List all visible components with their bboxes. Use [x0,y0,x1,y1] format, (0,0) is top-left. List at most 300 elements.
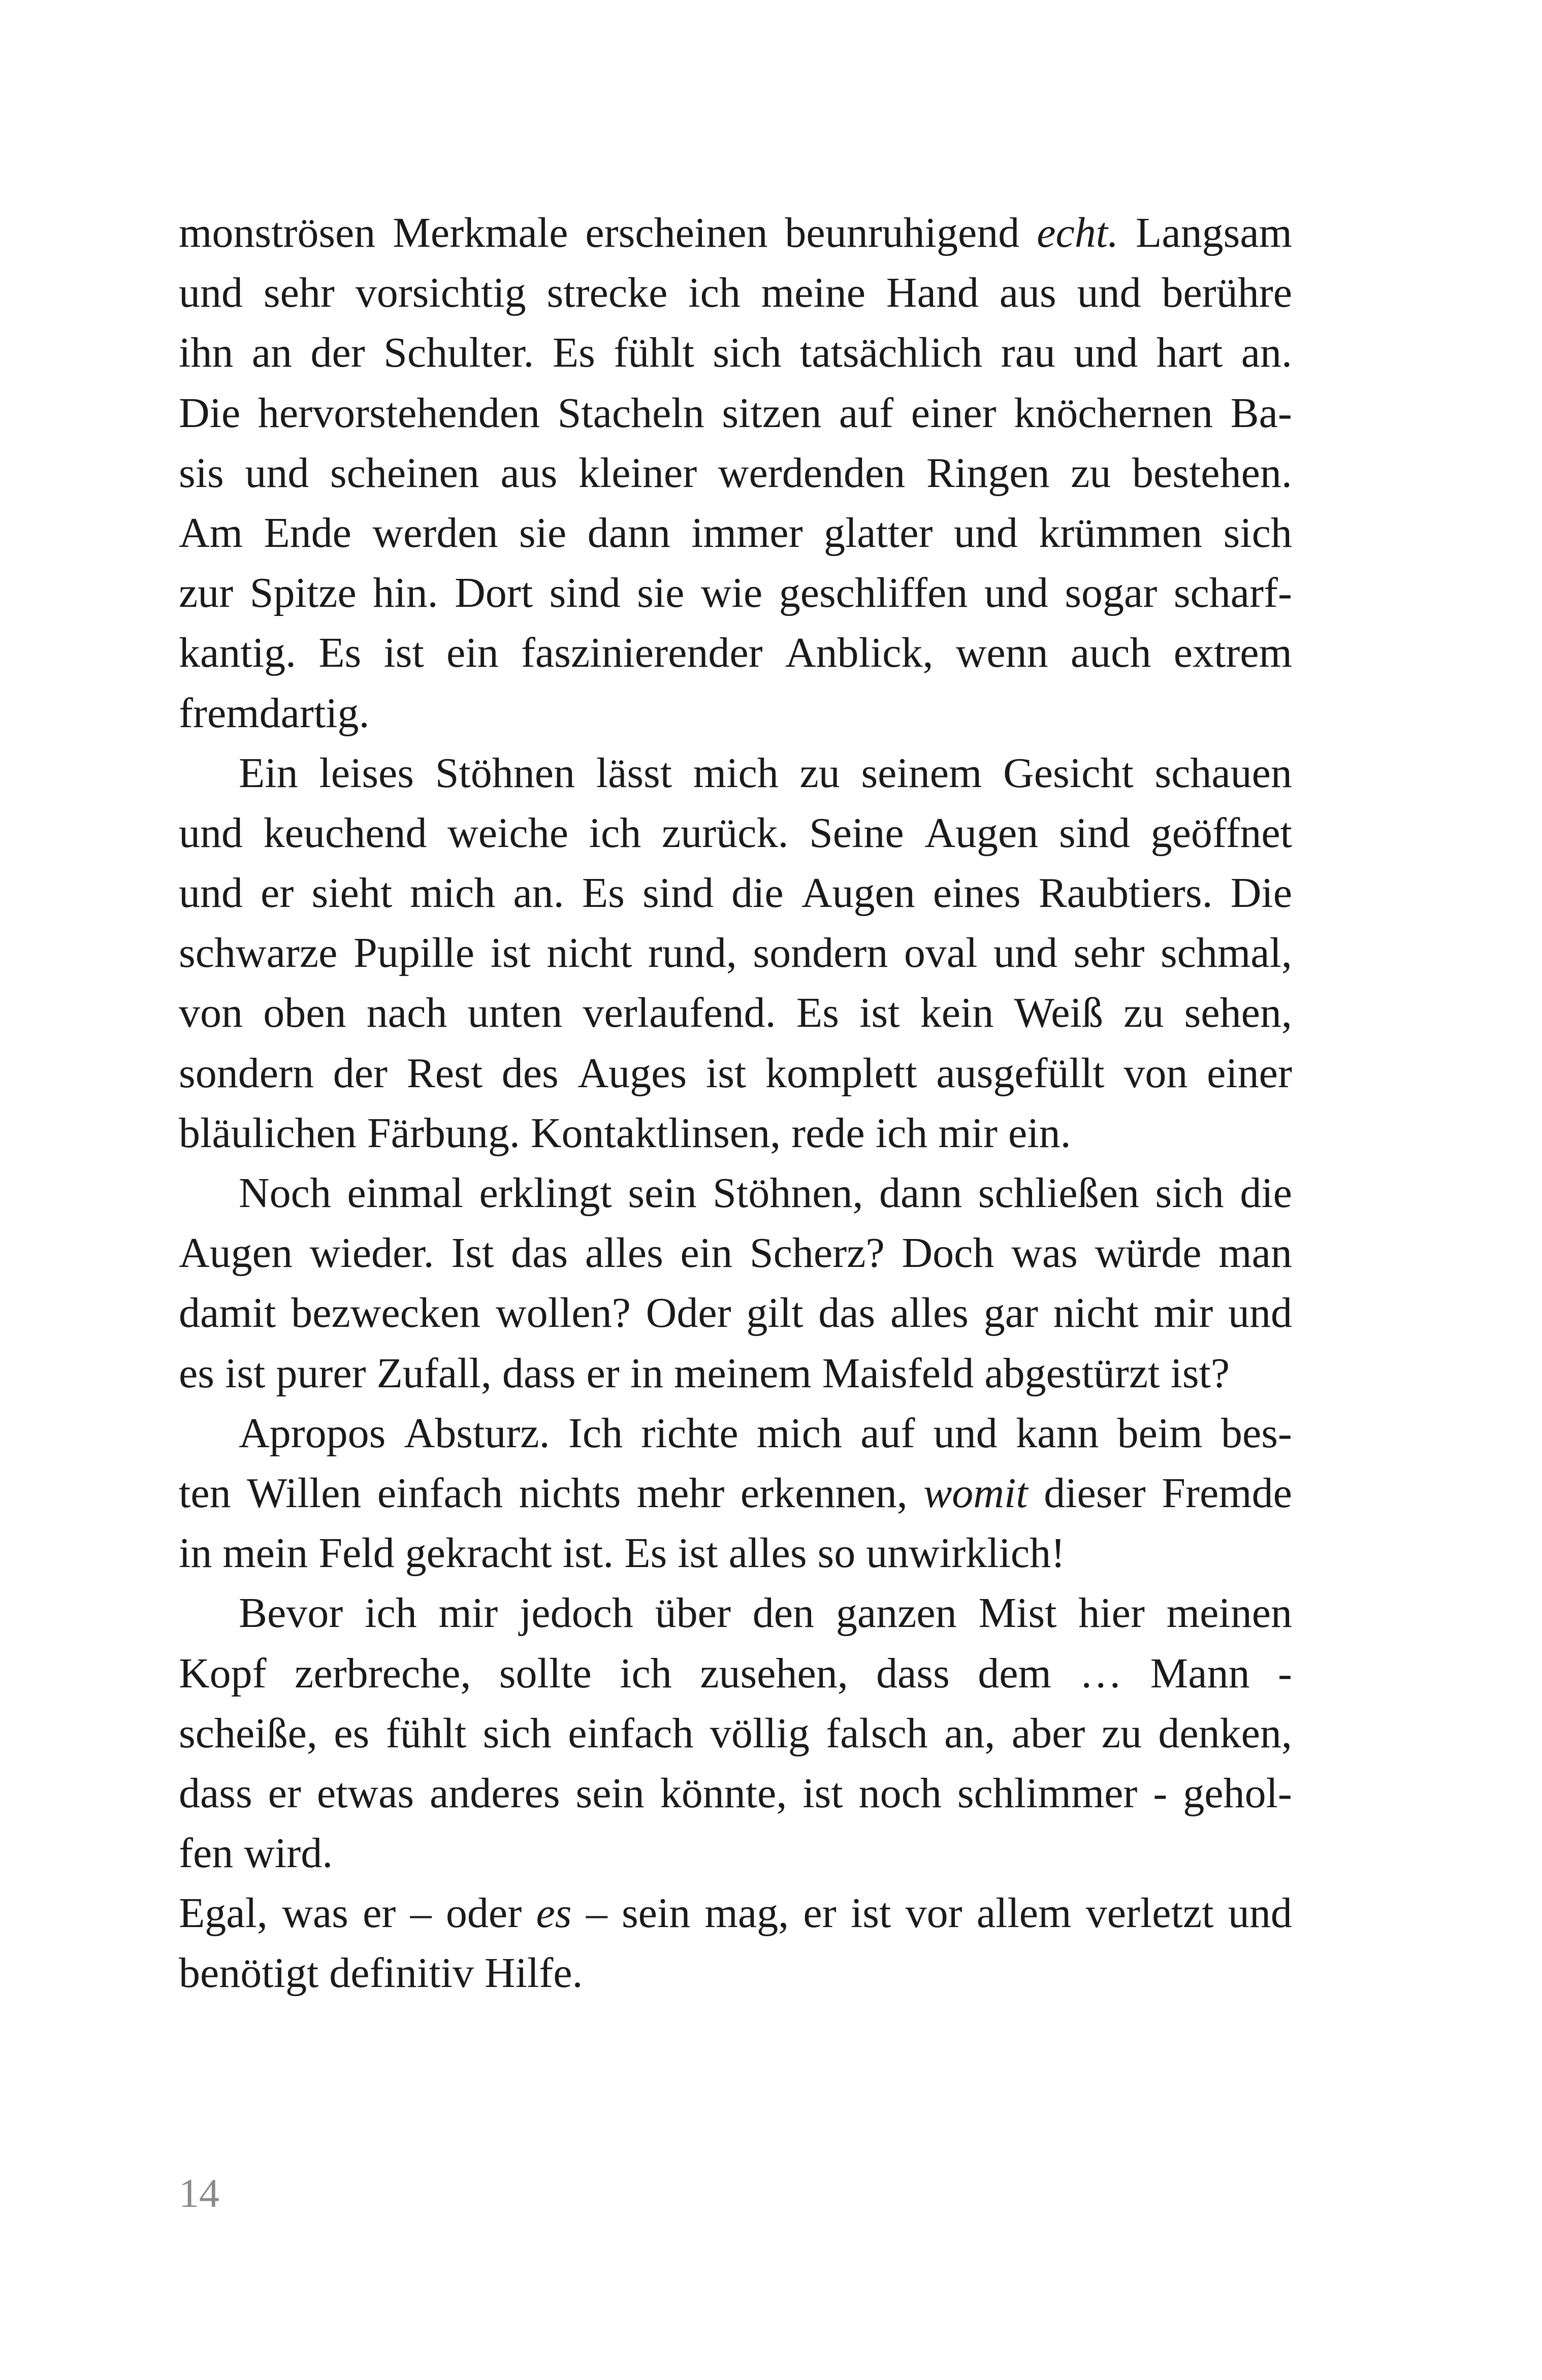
word: verletzt [1085,1889,1214,1937]
word: beunruhigend [785,209,1020,256]
word: seinem [861,749,982,797]
word: Fremde [1162,1469,1292,1517]
word: man [1218,1229,1292,1277]
word: einfach [568,1709,694,1757]
word: Ist [451,1229,494,1277]
word: ist [678,1529,718,1577]
word: Langsam [1136,209,1292,256]
word: sogar [1065,569,1158,617]
word: sich [1223,509,1292,557]
word: dass [876,1649,950,1697]
word: zu [1071,449,1111,497]
word: Stöhnen, [713,1169,863,1217]
word: definitiv [329,1949,474,1997]
word: sehen, [1184,989,1292,1037]
text-line [179,1044,1292,1103]
word: Stacheln [557,389,704,437]
word: anderes [430,1769,560,1817]
word: Ende [264,509,351,557]
word: er [363,1889,396,1937]
word: scharf- [1173,569,1292,617]
text-line [179,263,1292,323]
word: dass [179,1769,252,1817]
word: ich [589,809,641,857]
word: wie [700,569,763,617]
word: etwas [316,1769,414,1817]
word: damit [179,1289,276,1337]
word: Apropos [239,1409,386,1457]
word: würde [1095,1229,1202,1277]
word: allem [976,1889,1072,1937]
word: sondern [179,1049,314,1097]
word: ich [620,1649,672,1697]
word: knöchernen [1014,389,1213,437]
text-line [179,683,1292,743]
word: in [630,1349,664,1397]
word: was [1011,1229,1078,1277]
word: es [536,1889,572,1937]
word: Hand [886,269,979,317]
word: Maisfeld [822,1349,974,1397]
word: ich [688,269,741,317]
word: Pupille [353,929,474,977]
page-number: 14 [179,2171,219,2216]
word: die [731,869,784,917]
word: und [953,509,1018,557]
word: gekracht [405,1529,552,1577]
word: mehr [636,1469,725,1517]
word: Die [1230,869,1292,917]
word: Anblick, [785,629,934,677]
word: nicht [547,929,632,977]
word: von [179,989,243,1037]
word: nicht [1053,1289,1139,1337]
word: ten [179,1469,231,1517]
word: Mann [1150,1649,1250,1697]
word: leises [319,749,414,797]
word: dieser [1044,1469,1146,1517]
word: zu [1123,989,1164,1037]
word: meinem [674,1349,812,1397]
word: sieht [311,869,393,917]
word: Ein [239,749,298,797]
word: monströsen [179,209,376,256]
word: ganzen [836,1589,957,1637]
word: kleiner [578,449,697,497]
word: ein. [1008,1109,1071,1157]
word: immer [691,509,803,557]
word: Es [552,329,595,377]
word: Ich [568,1409,623,1457]
word: ihn [179,329,234,377]
word: wenn [955,629,1048,677]
word: schließen [978,1169,1139,1217]
word: und [933,1409,998,1457]
word: einfach [377,1469,503,1517]
word: keuchend [263,809,427,857]
word: Absturz. [404,1409,550,1457]
word: denken, [1158,1709,1292,1757]
word: in [179,1529,212,1577]
text-line [179,1823,1292,1883]
word: oben [263,989,346,1037]
text-line [179,1283,1292,1343]
word: was [282,1889,348,1937]
word: Hilfe. [484,1949,583,1997]
word: völlig [710,1709,810,1757]
text-line [179,1163,1292,1223]
text-line [179,1103,1292,1163]
word: Ba- [1230,389,1292,437]
word: Spitze [249,569,357,617]
word: und [245,449,309,497]
word: sehr [263,269,335,317]
text-line [179,1223,1292,1283]
word: aber [1011,1709,1085,1757]
word: rau [1001,329,1055,377]
word: gar [983,1289,1038,1337]
word: kann [1016,1409,1099,1457]
word: - [1153,1769,1168,1817]
word: an. [513,869,564,917]
word: wollen? [495,1289,631,1337]
word: Schulter. [383,329,534,377]
word: der [310,329,365,377]
word: gehol- [1183,1769,1292,1817]
word: sondern [753,929,888,977]
word: gilt [746,1289,804,1337]
word: Dort [455,569,533,617]
word: purer [276,1349,366,1397]
word: glatter [823,509,933,557]
word: bezwecken [291,1289,481,1337]
word: geschliffen [779,569,968,617]
word: fremdartig. [179,689,370,737]
word: noch [858,1769,942,1817]
word: tatsächlich [800,329,983,377]
word: meine [761,269,866,317]
word: Am [179,509,243,557]
word: Scherz? [749,1229,885,1277]
text-line [179,1404,1292,1463]
word: abgestürzt [984,1349,1160,1397]
word: an. [1241,329,1292,377]
word: berühre [1162,269,1292,317]
word: Augen [801,869,915,917]
word: erkennen, [740,1469,908,1517]
word: sind [1058,809,1130,857]
word: auf [860,1409,915,1457]
word: scheinen [330,449,479,497]
word: verlaufend. [583,989,776,1037]
word: der [333,1049,388,1097]
word: alles [728,1529,807,1577]
word: fühlt [614,329,694,377]
word: unten [467,989,563,1037]
word: ist [224,1349,266,1397]
text-line [179,803,1292,863]
word: aus [999,269,1056,317]
text-line [179,863,1292,923]
word: Kopf [179,1649,267,1697]
word: Es [318,629,362,677]
word: alles [585,1229,663,1277]
word: zur [179,569,234,617]
text-line [179,503,1292,563]
word: bes- [1220,1409,1292,1457]
word: dann [879,1169,962,1217]
word: und [1074,329,1138,377]
word: krümmen [1039,509,1203,557]
word: extrem [1173,629,1292,677]
word: werdenden [718,449,906,497]
word: fen [179,1830,234,1877]
text-line [179,1523,1292,1583]
word: Egal, [179,1889,268,1937]
text-line [179,1943,1292,2003]
word: – [586,1889,607,1937]
word: sitzen [722,389,822,437]
word: nach [366,989,447,1037]
word: sich [1155,1169,1224,1217]
word: sehr [1073,929,1145,977]
word: mir [438,1589,498,1637]
word: meinen [1166,1589,1292,1637]
text-line [179,563,1292,623]
word: ist [490,929,531,977]
word: zu [799,749,840,797]
word: Mist [978,1589,1057,1637]
word: kantig. [179,629,296,677]
word: ist. [562,1529,614,1577]
word: Färbung. [367,1109,520,1157]
text-line [179,623,1292,683]
word: rede [791,1109,865,1157]
word: mein [222,1529,308,1577]
word: lässt [596,749,672,797]
word: auch [1070,629,1151,677]
word: echt. [1037,209,1119,256]
word: den [752,1589,815,1637]
word: rund, [648,929,737,977]
word: benötigt [179,1949,319,1997]
word: Doch [902,1229,994,1277]
word: sich [483,1709,552,1757]
word: ist? [1170,1349,1230,1397]
word: sie [519,509,567,557]
word: komplett [765,1049,917,1097]
word: sein [575,1769,645,1817]
word: oder [445,1889,522,1937]
word: jedoch [519,1589,633,1637]
word: einer [911,389,997,437]
word: sind [549,569,621,617]
word: Seine [809,809,904,857]
word: Es [582,869,625,917]
word: einer [1207,1049,1292,1097]
word: Rest [406,1049,483,1097]
word: scheiße, [179,1709,317,1757]
text-line [179,1344,1292,1404]
word: könnte, [660,1769,787,1817]
word: sein [621,1889,691,1937]
word: und [179,809,243,857]
word: schmal, [1160,929,1292,977]
word: sein [628,1169,697,1217]
word: Es [796,989,839,1037]
word: Willen [247,1469,362,1517]
word: Es [624,1529,667,1577]
word: werden [372,509,498,557]
word: schlimmer [957,1769,1138,1817]
text-line [179,983,1292,1043]
text-line [179,1764,1292,1823]
word: an [251,329,293,377]
word: Die [179,389,241,437]
word: hart [1156,329,1223,377]
word: kein [920,989,994,1037]
word: über [655,1589,731,1637]
word: er [803,1889,837,1937]
word: Bevor [239,1589,343,1637]
word: sis [179,449,224,497]
word: erklingt [479,1169,612,1217]
word: ich [365,1589,417,1637]
word: schauen [1154,749,1292,797]
word: Zufall, [376,1349,492,1397]
word: aus [500,449,558,497]
word: – [410,1889,432,1937]
word: beim [1117,1409,1203,1457]
word: Merkmale [393,209,568,256]
word: ist [705,1049,747,1097]
word: und [1228,1289,1292,1337]
word: richte [641,1409,738,1457]
word: das [511,1229,568,1277]
word: schwarze [179,929,338,977]
text-line [179,923,1292,983]
word: geöffnet [1150,809,1292,857]
word: so [817,1529,856,1577]
word: fühlt [385,1709,467,1757]
word: und [984,569,1048,617]
word: ist [383,629,424,677]
word: bestehen. [1132,449,1292,497]
word: wird. [244,1830,333,1877]
word: zurück. [661,809,789,857]
word: Auges [577,1049,687,1097]
word: des [501,1049,559,1097]
word: an, [944,1709,995,1757]
word: strecke [547,269,668,317]
word: ausgefüllt [936,1049,1105,1097]
word: Weiß [1014,989,1103,1037]
word: Stöhnen [435,749,575,797]
word: mich [693,749,779,797]
word: er [261,869,294,917]
text-line [179,1644,1292,1704]
word: dann [587,509,670,557]
word: zusehen, [700,1649,848,1697]
text-line [179,323,1292,383]
text-line [179,1583,1292,1643]
word: einmal [347,1169,464,1217]
word: ist [850,1889,891,1937]
word: womit [923,1469,1028,1517]
word: und [993,929,1057,977]
word: ein [680,1229,733,1277]
word: sollte [499,1649,592,1697]
word: Kontaktlinsen, [530,1109,781,1157]
text-line [179,1704,1292,1764]
word: wieder. [309,1229,434,1277]
word: alles [890,1289,969,1337]
text-line [179,1883,1292,1943]
word: dem [978,1649,1051,1697]
word: sie [637,569,685,617]
word: er [268,1769,301,1817]
word: mich [410,869,496,917]
word: es [179,1349,214,1397]
word: dass [502,1349,576,1397]
word: das [818,1289,876,1337]
text-line [179,743,1292,803]
word: ist [859,989,900,1037]
word: mag, [704,1889,789,1937]
word: erscheinen [585,209,768,256]
word: … [1079,1649,1122,1697]
text-line [179,383,1292,443]
word: falsch [826,1709,928,1757]
word: bläulichen [179,1109,357,1157]
word: zu [1101,1709,1142,1757]
word: mir [1153,1289,1213,1337]
word: vor [905,1889,962,1937]
word: Augen [179,1229,293,1277]
word: die [1240,1169,1292,1217]
word: auf [839,389,894,437]
word: hier [1078,1589,1145,1637]
word: von [1123,1049,1188,1097]
word: eines [933,869,1021,917]
word: hin. [373,569,438,617]
word: Feld [318,1529,395,1577]
word: mir [938,1109,998,1157]
word: weiche [447,809,568,857]
word: Raubtiers. [1038,869,1213,917]
word: mich [756,1409,842,1457]
word: und [1077,269,1141,317]
word: und [179,269,243,317]
word: vorsichtig [355,269,526,317]
word: er [586,1349,620,1397]
word: Ringen [926,449,1050,497]
body-text [179,203,1292,2004]
word: Noch [239,1169,331,1217]
word: Gesicht [1003,749,1134,797]
text-line [179,203,1292,263]
word: es [334,1709,370,1757]
word: ich [875,1109,928,1157]
word: zerbreche, [295,1649,471,1697]
word: sich [713,329,782,377]
word: unwirklich! [866,1529,1066,1577]
text-line [179,443,1292,503]
word: oval [904,929,978,977]
word: - [1277,1649,1292,1697]
word: sind [642,869,714,917]
word: nichts [519,1469,621,1517]
